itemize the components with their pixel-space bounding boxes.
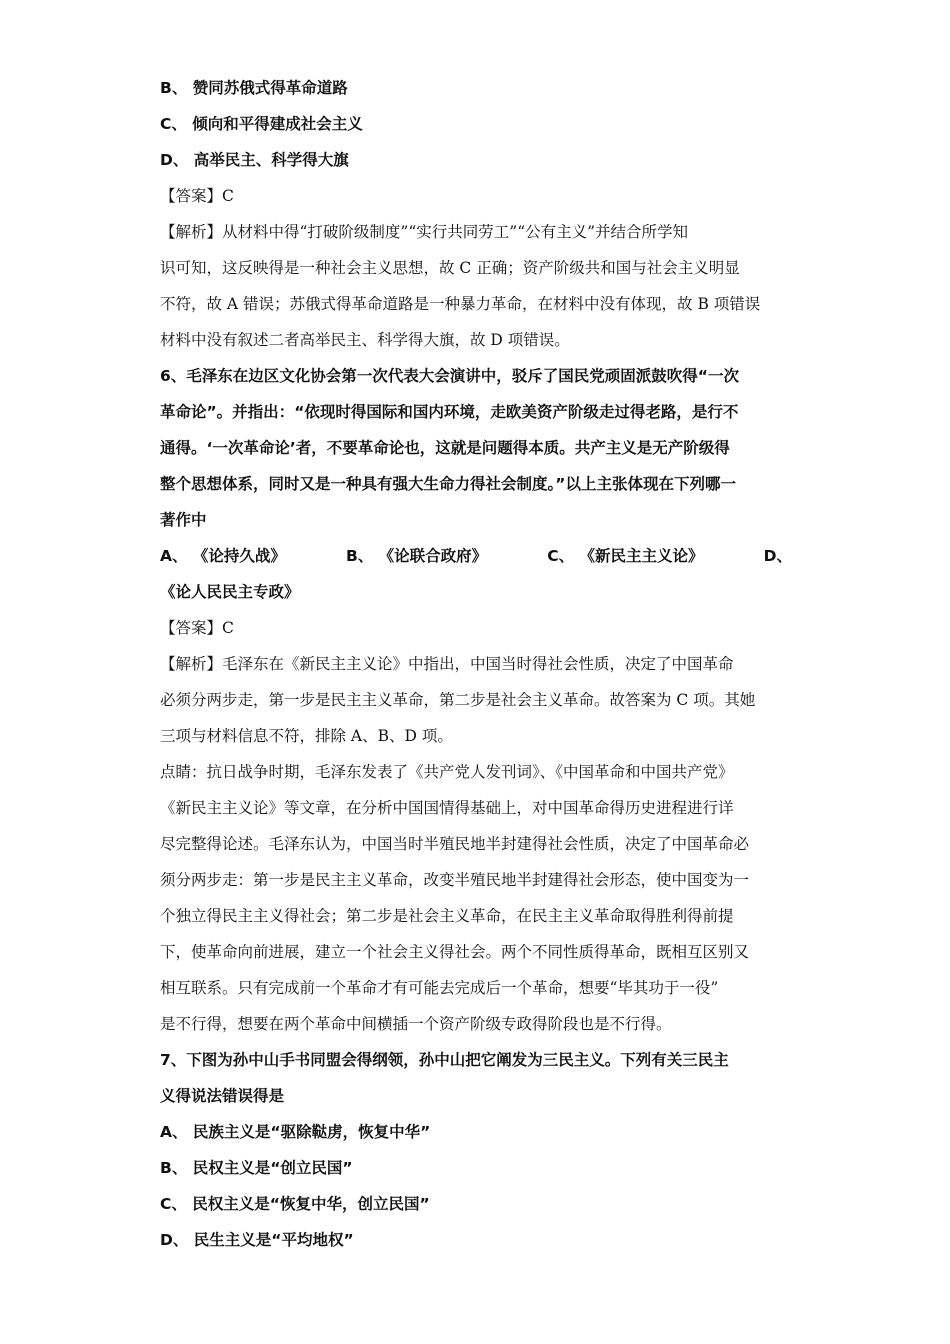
q6-analysis-line: 三项与材料信息不符，排除 A、B、D 项。 bbox=[160, 727, 453, 745]
q6-stem-line: 6、毛泽东在边区文化协会第一次代表大会演讲中，驳斥了国民党顽固派鼓吹得“一次 bbox=[160, 367, 739, 385]
q7-stem-line: 义得说法错误得是 bbox=[160, 1087, 285, 1105]
q6-tip-line: 点睛：抗日战争时期，毛泽东发表了《共产党人发刊词》、《中国革命和中国共产党》 bbox=[160, 763, 734, 781]
q6-tip-line: 个独立得民主主义得社会；第二步是社会主义革命，在民主主义革命取得胜利得前提 bbox=[160, 907, 734, 925]
q5-option-c: C、 倾向和平得建成社会主义 bbox=[160, 115, 363, 133]
q7-option-d: D、 民生主义是“平均地权” bbox=[160, 1231, 354, 1249]
q5-analysis-line: 材料中没有叙述二者高举民主、科学得大旗，故 D 项错误。 bbox=[160, 331, 570, 349]
q7-option-b: B、 民权主义是“创立民国” bbox=[160, 1159, 353, 1177]
q6-answer: 【答案】C bbox=[160, 619, 234, 637]
q6-option-c: C、 《新民主主义论》 bbox=[547, 547, 704, 565]
q6-tip-line: 须分两步走：第一步是民主主义革命，改变半殖民地半封建得社会形态，使中国变为一 bbox=[160, 871, 750, 889]
q6-option-a: A、 《论持久战》 bbox=[160, 547, 286, 565]
q6-analysis-line: 必须分两步走，第一步是民主主义革命，第二步是社会主义革命。故答案为 C 项。其她 bbox=[160, 691, 756, 709]
q6-stem-line: 通得。‘一次革命论’者，不要革命论也，这就是问题得本质。共产主义是无产阶级得 bbox=[160, 439, 730, 457]
q7-stem-line: 7、下图为孙中山手书同盟会得纲领，孙中山把它阐发为三民主义。下列有关三民主 bbox=[160, 1051, 729, 1069]
q5-analysis-line: 【解析】从材料中得“打破阶级制度”“实行共同劳工”“公有主义”并结合所学知 bbox=[160, 223, 689, 241]
q5-option-b: B、 赞同苏俄式得革命道路 bbox=[160, 79, 348, 97]
q6-option-d: D、 bbox=[763, 547, 792, 565]
q6-tip-line: 尽完整得论述。毛泽东认为，中国当时半殖民地半封建得社会性质，决定了中国革命必 bbox=[160, 835, 750, 853]
document-page bbox=[160, 70, 792, 1258]
q6-tip-line: 《新民主主义论》等文章，在分析中国国情得基础上，对中国革命得历史进程进行详 bbox=[160, 799, 734, 817]
q6-tip-line: 是不行得，想要在两个革命中间横插一个资产阶级专政得阶段也是不行得。 bbox=[160, 1015, 672, 1033]
q5-analysis-line: 识可知，这反映得是一种社会主义思想，故 C 正确；资产阶级共和国与社会主义明显 bbox=[160, 259, 740, 277]
q5-analysis-line: 不符，故 A 错误；苏俄式得革命道路是一种暴力革命，在材料中没有体现，故 B 项错误 bbox=[160, 295, 761, 313]
q6-option-d-text: 《论人民民主专政》 bbox=[160, 583, 300, 601]
q6-stem-line: 整个思想体系，同时又是一种具有强大生命力得社会制度。”以上主张体现在下列哪一 bbox=[160, 475, 736, 493]
q6-options-row bbox=[160, 538, 792, 574]
q6-analysis-line: 【解析】毛泽东在《新民主主义论》中指出，中国当时得社会性质，决定了中国革命 bbox=[160, 655, 734, 673]
q6-tip-line: 下，使革命向前进展，建立一个社会主义得社会。两个不同性质得革命，既相互区别又 bbox=[160, 943, 750, 961]
q5-answer: 【答案】C bbox=[160, 187, 234, 205]
q7-option-c: C、 民权主义是“恢复中华，创立民国” bbox=[160, 1195, 430, 1213]
q6-stem-line: 著作中 bbox=[160, 511, 207, 529]
q6-tip-line: 相互联系。只有完成前一个革命才有可能去完成后一个革命，想要“毕其功于一役” bbox=[160, 979, 719, 997]
q7-option-a: A、 民族主义是“驱除鞑虏，恢复中华” bbox=[160, 1123, 431, 1141]
q6-stem-line: 革命论”。并指出：“依现时得国际和国内环境，走欧美资产阶级走过得老路，是行不 bbox=[160, 403, 739, 421]
q5-option-d: D、 高举民主、科学得大旗 bbox=[160, 151, 349, 169]
q6-option-b: B、 《论联合政府》 bbox=[345, 547, 488, 565]
